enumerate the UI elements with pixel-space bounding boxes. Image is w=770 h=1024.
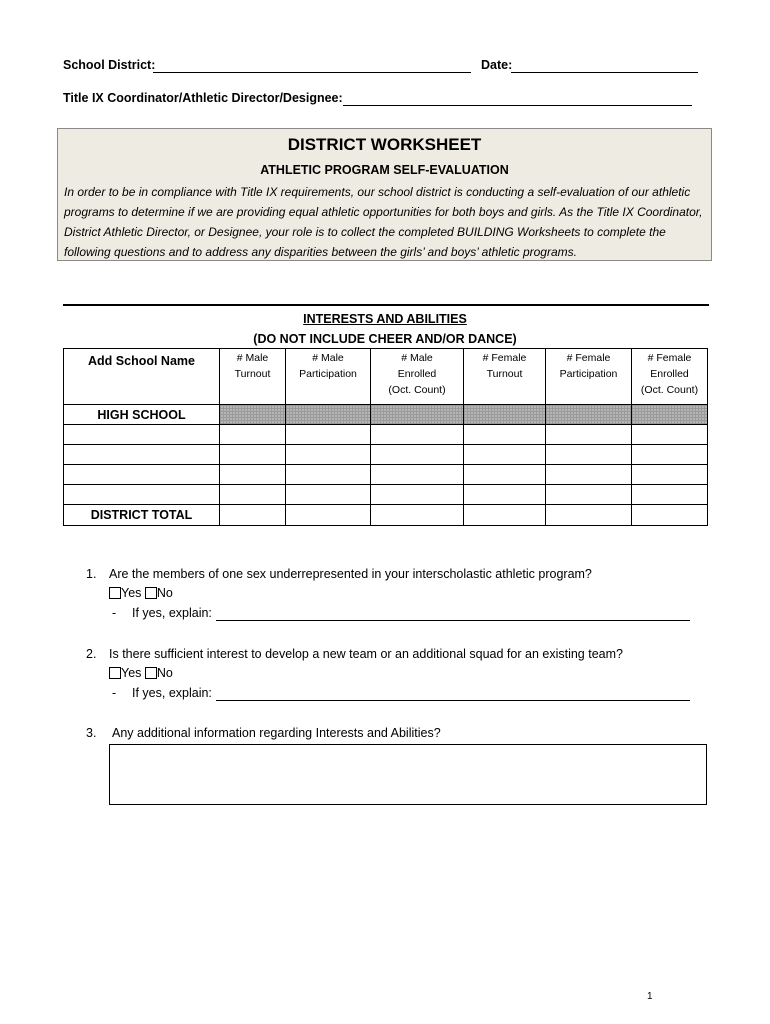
section-subtitle: (DO NOT INCLUDE CHEER AND/OR DANCE) <box>253 332 517 346</box>
section-title: INTERESTS AND ABILITIES <box>303 312 467 326</box>
table-cell[interactable] <box>286 445 371 465</box>
table-row <box>64 485 708 505</box>
table-row <box>64 465 708 485</box>
table-cell[interactable] <box>286 465 371 485</box>
col-header-line: # Male <box>312 352 344 364</box>
table-cell[interactable] <box>632 445 708 465</box>
section-divider <box>63 304 709 306</box>
question-2-options <box>109 666 173 680</box>
question-1-explain-dash: - <box>112 606 117 620</box>
table-cell[interactable] <box>220 445 286 465</box>
table-cell[interactable] <box>371 425 464 445</box>
question-1-text: Are the members of one sex underrepresented in your interscholastic athletic program? <box>109 567 592 581</box>
col-header-line: # Female <box>482 352 527 364</box>
school-name-cell[interactable] <box>64 485 220 505</box>
question-2-explain-field[interactable] <box>216 686 690 701</box>
table-cell[interactable] <box>220 425 286 445</box>
col-header-line: Enrolled <box>397 368 437 380</box>
coordinator-label: Title IX Coordinator/Athletic Director/Designee: <box>63 91 343 105</box>
table-cell-shaded <box>464 405 546 425</box>
worksheet-subtitle: ATHLETIC PROGRAM SELF-EVALUATION <box>260 163 509 177</box>
col-header-line: Enrolled <box>650 368 689 380</box>
table-cell-shaded <box>632 405 708 425</box>
col-header-line: # Male <box>236 352 269 364</box>
yes-label: Yes <box>121 586 142 600</box>
question-1-no-checkbox[interactable] <box>145 587 157 599</box>
school-district-field[interactable] <box>153 58 471 73</box>
date-label: Date: <box>481 58 513 72</box>
table-cell[interactable] <box>286 505 371 526</box>
table-cell[interactable] <box>632 425 708 445</box>
col-header-line: # Female <box>647 352 692 364</box>
row-label: DISTRICT TOTAL <box>64 505 220 526</box>
col-header-female-enrolled <box>632 349 708 405</box>
table-cell[interactable] <box>546 485 632 505</box>
table-cell[interactable] <box>371 505 464 526</box>
table-cell[interactable] <box>546 505 632 526</box>
table-cell[interactable] <box>371 445 464 465</box>
table-cell[interactable] <box>286 425 371 445</box>
question-2-explain-dash: - <box>112 686 117 700</box>
col-header-line: Participation <box>299 368 357 380</box>
date-field[interactable] <box>511 58 698 73</box>
question-2-number: 2. <box>86 647 97 661</box>
table-row-high-school <box>64 405 708 425</box>
question-2-no-checkbox[interactable] <box>145 667 157 679</box>
question-1-yes-checkbox[interactable] <box>109 587 121 599</box>
page-number: 1 <box>647 991 653 1002</box>
col-header-line: (Oct. Count) <box>388 384 446 396</box>
school-name-cell[interactable] <box>64 425 220 445</box>
col-header-line: Turnout <box>486 368 523 380</box>
col-header-line: # Male <box>401 352 433 364</box>
table-cell[interactable] <box>464 485 546 505</box>
table-row <box>64 425 708 445</box>
question-3-text: Any additional information regarding Interests and Abilities? <box>112 726 441 740</box>
table-cell[interactable] <box>632 485 708 505</box>
worksheet-info-box <box>57 128 712 261</box>
question-1-number: 1. <box>86 567 97 581</box>
col-header-male-turnout <box>220 349 286 405</box>
table-cell[interactable] <box>546 445 632 465</box>
col-header-line: Participation <box>559 368 618 380</box>
table-cell[interactable] <box>220 505 286 526</box>
col-header-line: (Oct. Count) <box>640 384 699 396</box>
table-cell-shaded <box>286 405 371 425</box>
coordinator-field[interactable] <box>343 91 692 106</box>
table-cell[interactable] <box>464 505 546 526</box>
table-cell[interactable] <box>286 485 371 505</box>
table-cell[interactable] <box>464 465 546 485</box>
worksheet-title: DISTRICT WORKSHEET <box>287 135 482 154</box>
no-label: No <box>156 586 173 600</box>
table-cell-shaded <box>220 405 286 425</box>
question-2-text: Is there sufficient interest to develop a new team or an additional squad for an existing team? <box>109 647 623 661</box>
table-header-row <box>64 349 708 405</box>
table-cell[interactable] <box>371 465 464 485</box>
table-cell[interactable] <box>220 485 286 505</box>
question-3-answer-box[interactable] <box>109 744 707 805</box>
table-cell[interactable] <box>632 465 708 485</box>
question-1-explain-label: If yes, explain: <box>132 606 212 620</box>
col-header-female-participation <box>546 349 632 405</box>
school-name-cell[interactable] <box>64 445 220 465</box>
question-1-options <box>109 586 173 600</box>
table-cell[interactable] <box>546 425 632 445</box>
col-header-male-enrolled <box>371 349 464 405</box>
question-2-yes-checkbox[interactable] <box>109 667 121 679</box>
col-header-male-participation <box>286 349 371 405</box>
question-2-explain-label: If yes, explain: <box>132 686 212 700</box>
yes-label: Yes <box>121 666 142 680</box>
col-header-line: Turnout <box>234 368 271 380</box>
table-cell-shaded <box>546 405 632 425</box>
school-district-label: School District: <box>63 58 156 72</box>
table-row-district-total <box>64 505 708 526</box>
col-header-line: # Female <box>566 352 611 364</box>
question-3-number: 3. <box>86 726 97 740</box>
no-label: No <box>156 666 173 680</box>
table-cell[interactable] <box>464 445 546 465</box>
col-header-female-turnout <box>464 349 546 405</box>
table-cell[interactable] <box>371 485 464 505</box>
worksheet-intro: In order to be in compliance with Title IX requirements, our school district is conducting a self-evaluation of our athletic programs to determine if we are providing equal athletic opportunities for both boys and girls. As the Title IX Coordinator, District Athletic Director, or Designee, your role is to collect the completed BUILDING Worksheets to complete the following questions and to address any disparities between the girls’ and boys’ athletic programs. <box>64 185 703 259</box>
table-cell[interactable] <box>220 465 286 485</box>
table-cell-shaded <box>371 405 464 425</box>
table-cell[interactable] <box>546 465 632 485</box>
interests-table <box>63 348 708 526</box>
school-name-header: Add School Name <box>64 349 220 405</box>
table-row <box>64 445 708 465</box>
table-cell[interactable] <box>632 505 708 526</box>
table-cell[interactable] <box>464 425 546 445</box>
question-1-explain-field[interactable] <box>216 606 690 621</box>
row-label: HIGH SCHOOL <box>64 405 220 425</box>
school-name-cell[interactable] <box>64 465 220 485</box>
